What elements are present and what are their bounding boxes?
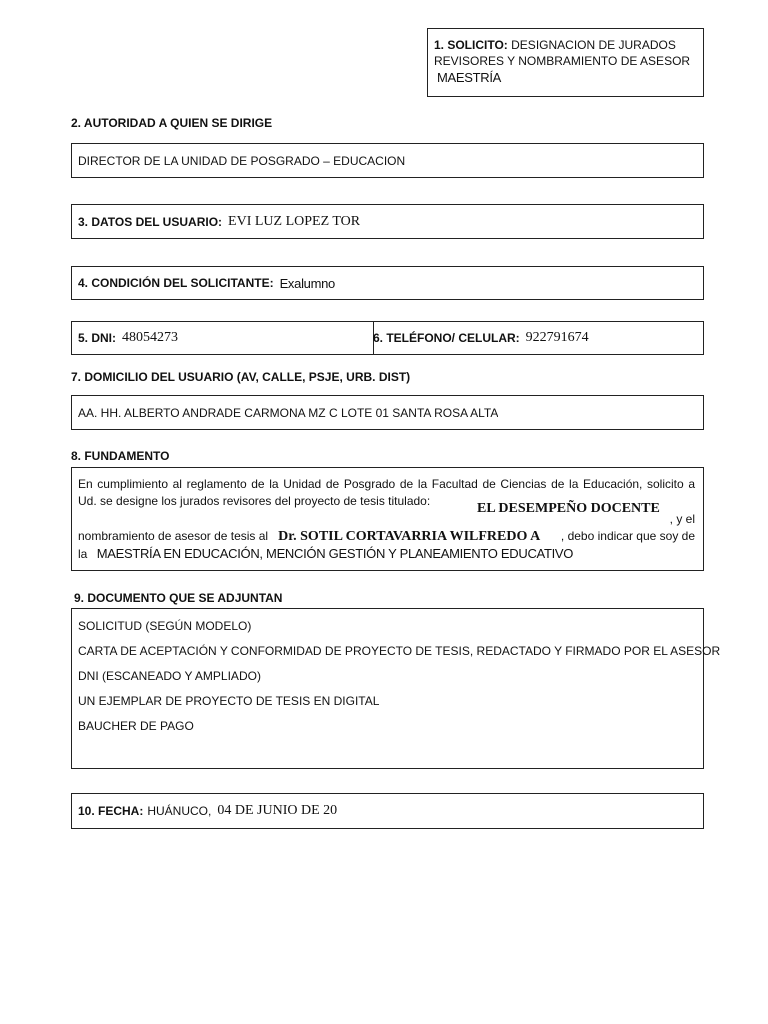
fecha-place: HUÁNUCO,	[147, 804, 212, 818]
fundamento-line1: En cumplimiento al reglamento de la Unidad de Posgrado de la Facultad de Ciencias de la Educación, solicito a	[78, 477, 695, 491]
documentos-heading: 9. DOCUMENTO QUE SE ADJUNTAN	[74, 591, 283, 605]
documento-item: SOLICITUD (SEGÚN MODELO)	[78, 619, 252, 633]
usuario-field	[71, 204, 704, 239]
domicilio-heading: 7. DOMICILIO DEL USUARIO (AV, CALLE, PSJE, URB. DIST)	[71, 370, 411, 384]
solicito-label: 1. SOLICITO:	[434, 38, 508, 52]
tesis-title: EL DESEMPEÑO DOCENTE	[477, 501, 660, 516]
fecha-label: 10. FECHA:	[78, 804, 144, 818]
dni-telefono-row	[71, 321, 704, 355]
condicion-value: Exalumno	[279, 275, 335, 291]
usuario-value: EVI LUZ LOPEZ TOR	[228, 213, 361, 229]
fecha-field	[71, 793, 704, 829]
condicion-label: 4. CONDICIÓN DEL SOLICITANTE:	[78, 276, 274, 290]
documento-item: CARTA DE ACEPTACIÓN Y CONFORMIDAD DE PROYECTO DE TESIS, REDACTADO Y FIRMADO POR EL ASESOR	[78, 644, 721, 658]
fundamento-line3-end: , debo indicar que soy de	[560, 529, 695, 543]
documento-item: UN EJEMPLAR DE PROYECTO DE TESIS EN DIGITAL	[78, 694, 380, 708]
autoridad-heading: 2. AUTORIDAD A QUIEN SE DIRIGE	[71, 116, 273, 130]
domicilio-field	[71, 395, 704, 430]
autoridad-value: DIRECTOR DE LA UNIDAD DE POSGRADO – EDUCACION	[78, 153, 406, 168]
asesor-name: Dr. SOTIL CORTAVARRIA WILFREDO A	[278, 529, 541, 544]
documento-item: BAUCHER DE PAGO	[78, 719, 194, 733]
usuario-label: 3. DATOS DEL USUARIO:	[78, 214, 223, 229]
fundamento-line2: Ud. se designe los jurados revisores del proyecto de tesis titulado:	[78, 494, 431, 508]
documentos-box	[71, 608, 721, 769]
dni-value: 48054273	[122, 330, 179, 345]
condicion-field	[71, 266, 704, 300]
solicito-text-line1: DESIGNACION DE JURADOS	[511, 38, 676, 52]
solicito-text-line2: REVISORES Y NOMBRAMIENTO DE ASESOR	[434, 54, 691, 68]
fundamento-line3-start: nombramiento de asesor de tesis al	[78, 529, 269, 543]
telefono-value: 922791674	[525, 330, 589, 345]
fundamento-heading: 8. FUNDAMENTO	[71, 449, 170, 463]
fecha-value: 04 DE JUNIO DE 20	[217, 803, 338, 818]
solicito-text-line3: MAESTRÍA	[437, 70, 502, 85]
documento-item: DNI (ESCANEADO Y AMPLIADO)	[78, 669, 261, 683]
autoridad-field	[71, 143, 704, 178]
fundamento-line2-end: , y el	[669, 512, 695, 526]
maestria-name: MAESTRÍA EN EDUCACIÓN, MENCIÓN GESTIÓN Y PLANEAMIENTO EDUCATIVO	[96, 546, 574, 561]
dni-label: 5. DNI:	[78, 331, 117, 345]
fundamento-box	[71, 467, 704, 571]
telefono-label: 6. TELÉFONO/ CELULAR:	[373, 331, 520, 345]
fundamento-line4-start: la	[78, 547, 88, 561]
domicilio-value: AA. HH. ALBERTO ANDRADE CARMONA MZ C LOTE 01 SANTA ROSA ALTA	[78, 405, 499, 420]
solicito-box	[427, 28, 704, 97]
